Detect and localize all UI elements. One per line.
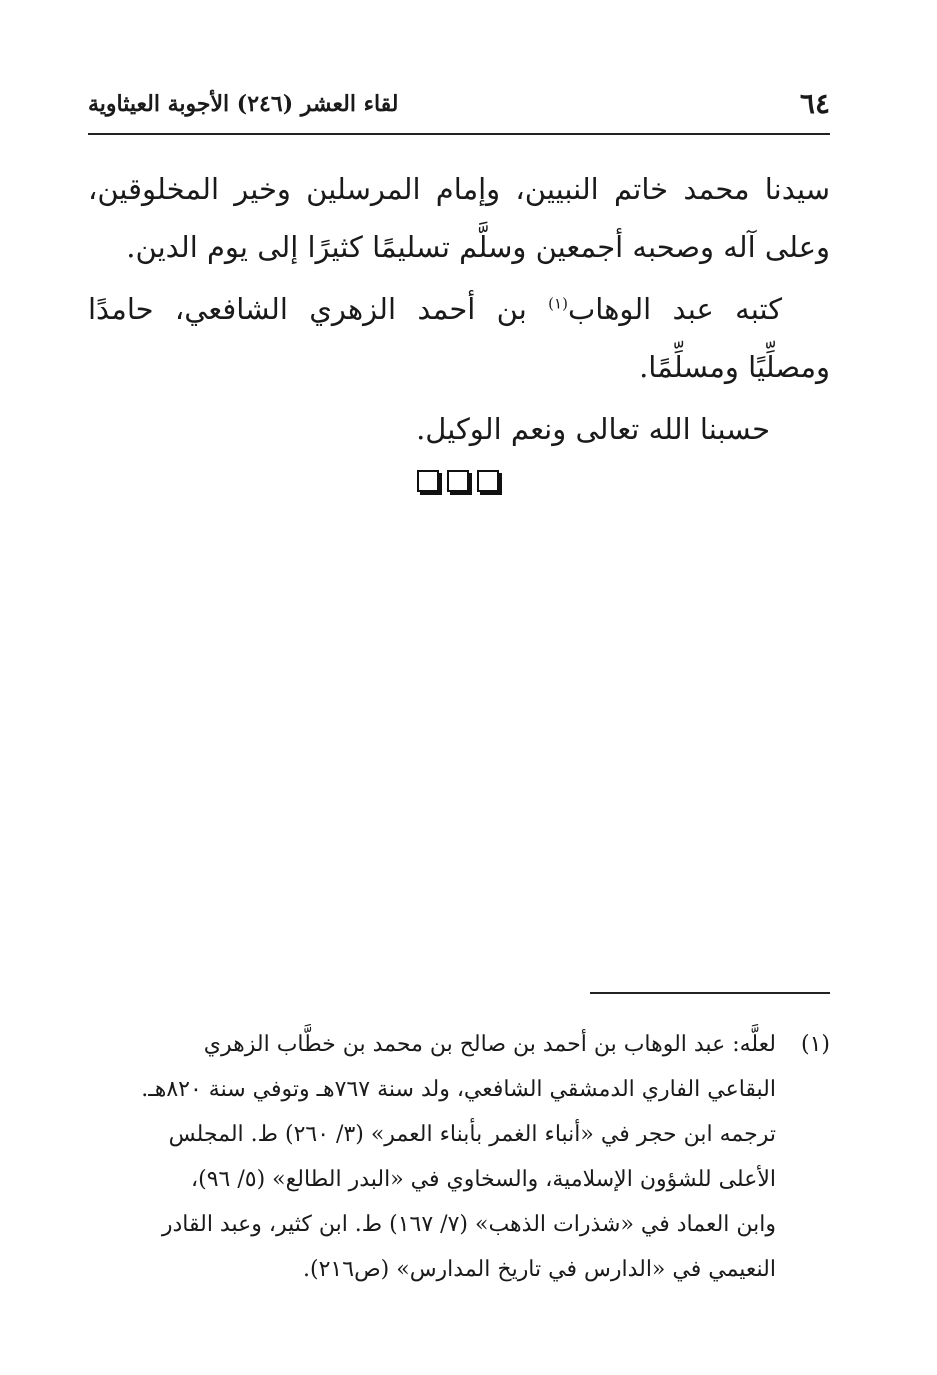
paragraph-closing-prayer: سيدنا محمد خاتم النبيين، وإمام المرسلين وخير المخلوقين، وعلى آله وصحبه أجمعين وسلَّم تسليمًا كثيرًا إلى يوم الدين.	[88, 172, 830, 264]
signature-text-before: كتبه عبد الوهاب	[567, 292, 783, 326]
separator-box-icon	[477, 470, 499, 492]
header-rule	[88, 133, 830, 135]
separator-box-icon	[447, 470, 469, 492]
footnote-line: وابن العماد في «شذرات الذهب» (٧/ ١٦٧) ط. ابن كثير، وعبد القادر	[161, 1212, 776, 1237]
footnote	[88, 1022, 830, 1292]
page-number: ٦٤	[799, 87, 830, 120]
footnote-reference[interactable]: (١)	[548, 294, 568, 313]
running-title: لقاء العشر (٢٤٦) الأجوبة العيثاوية	[88, 91, 399, 117]
separator-box-icon	[417, 470, 439, 492]
paragraph-signature	[88, 280, 830, 396]
footnote-line: لعلَّه: عبد الوهاب بن أحمد بن صالح بن محمد بن خطَّاب الزهري	[203, 1032, 776, 1057]
footnote-marker: (١)	[800, 1032, 830, 1057]
page-header	[88, 85, 830, 125]
footnote-line: الأعلى للشؤون الإسلامية، والسخاوي في «البدر الطالع» (٥/ ٩٦)،	[191, 1167, 776, 1192]
section-separator	[408, 470, 508, 494]
footnote-rule	[590, 992, 830, 994]
footnote-text	[88, 1022, 776, 1292]
footnote-line: النعيمي في «الدارس في تاريخ المدارس» (ص٢١٦).	[303, 1257, 776, 1282]
paragraph-hasbuna: حسبنا الله تعالى ونعم الوكيل.	[416, 412, 770, 446]
footnote-line: ترجمه ابن حجر في «أنباء الغمر بأبناء العمر» (٣/ ٢٦٠) ط. المجلس	[168, 1122, 776, 1147]
footnote-line: البقاعي الفاري الدمشقي الشافعي، ولد سنة ٧٦٧هـ وتوفي سنة ٨٢٠هـ.	[141, 1077, 776, 1102]
main-text	[88, 160, 830, 462]
signature-text-after: بن أحمد الزهري الشافعي، حامدًا ومصلِّيًا ومسلِّمًا.	[88, 292, 830, 384]
